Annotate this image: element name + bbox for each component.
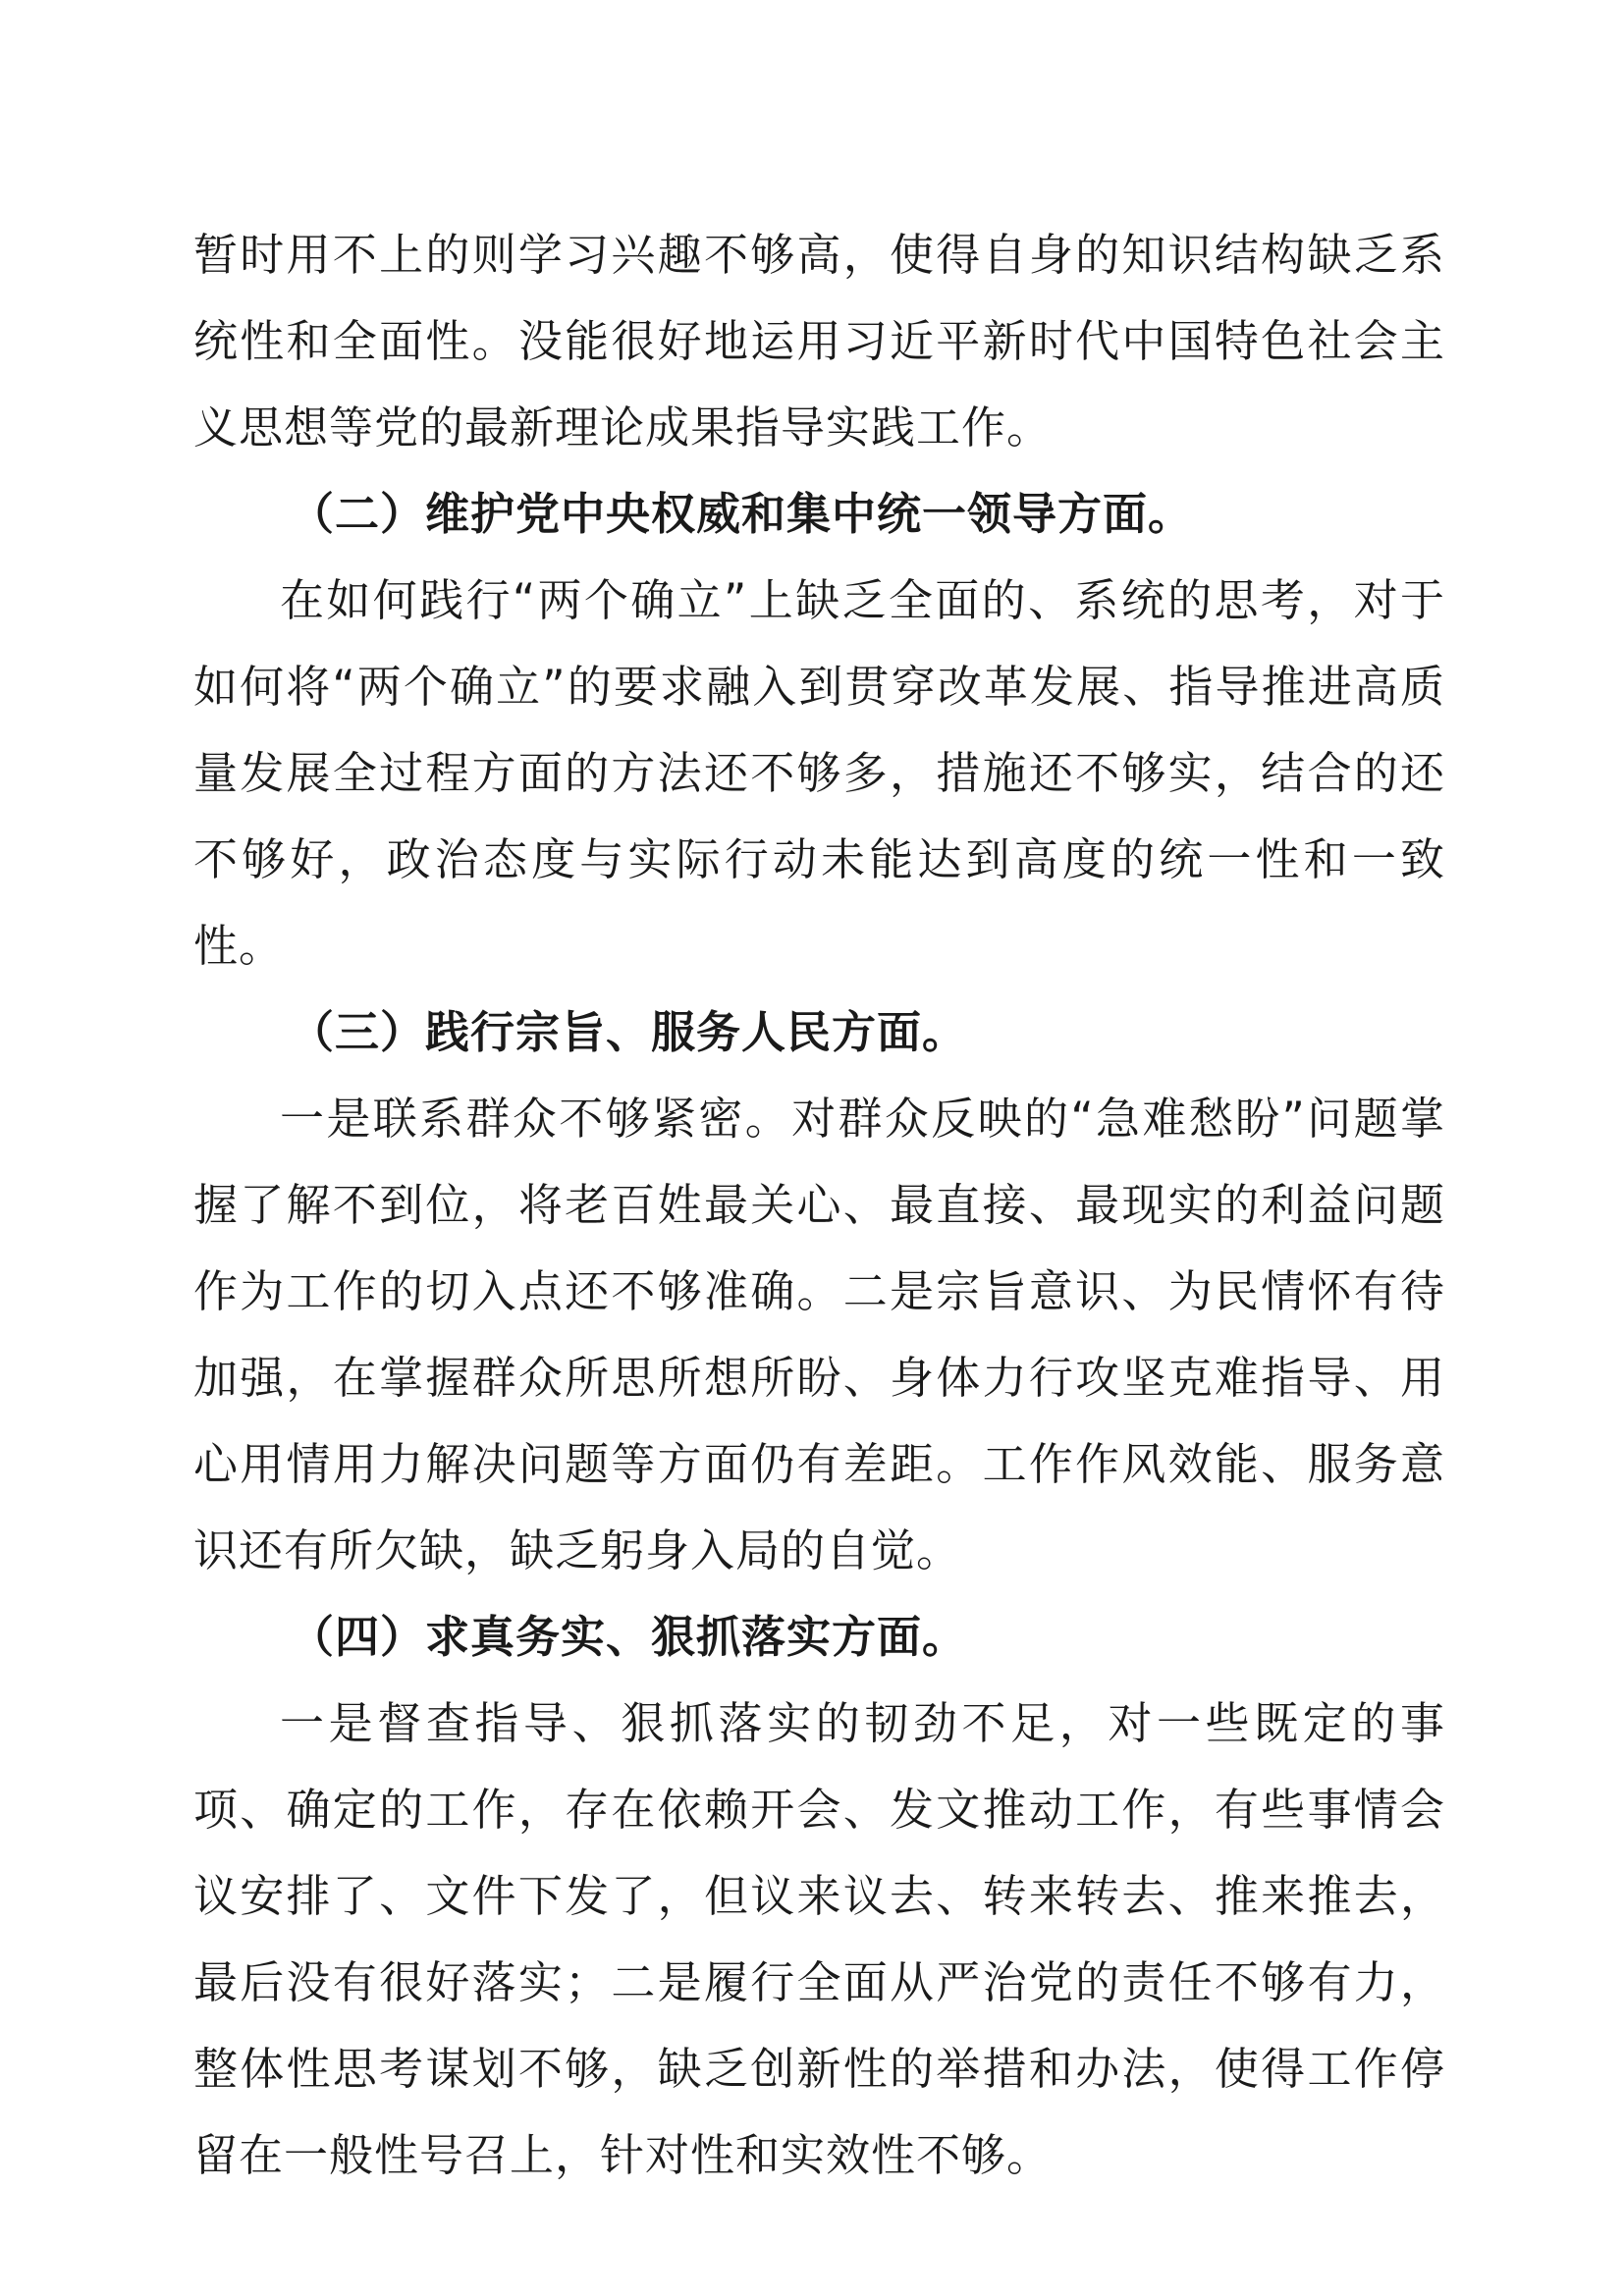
section-heading-3: （三）践行宗旨、服务人民方面。 — [290, 1006, 968, 1058]
paragraph-section-4: 一是督查指导、狠抓落实的韧劲不足，对一些既定的事项、确定的工作，存在依赖开会、发文推动工作，有些事情会议安排了、文件下发了，但议来议去、转来转去、推来推去，最后没有很好落实；二是履行全面从严治党的责任不够有力，整体性思考谋划不够，缺乏创新性的举措和办法，使得工作停留在一般性号召上，针对性和实效性不够。 — [193, 1697, 1445, 2181]
section-heading-4: （四）求真务实、狠抓落实方面。 — [290, 1611, 968, 1663]
paragraph-section-3: 一是联系群众不够紧密。对群众反映的“急难愁盼”问题掌握了解不到位，将老百姓最关心、最直接、最现实的利益问题作为工作的切入点还不够准确。二是宗旨意识、为民情怀有待加强，在掌握群众所思所想所盼、身体力行攻坚克难指导、用心用情用力解决问题等方面仍有差距。工作作风效能、服务意识还有所欠缺，缺乏躬身入局的自觉。 — [193, 1093, 1445, 1576]
paragraph-continued: 暂时用不上的则学习兴趣不够高，使得自身的知识结构缺乏系统性和全面性。没能很好地运用习近平新时代中国特色社会主义思想等党的最新理论成果指导实践工作。 — [193, 229, 1445, 454]
document-page — [193, 212, 1445, 2199]
paragraph-section-2: 在如何践行“两个确立”上缺乏全面的、系统的思考，对于如何将“两个确立”的要求融入到贯穿改革发展、指导推进高质量发展全过程方面的方法还不够多，措施还不够实，结合的还不够好，政治态度与实际行动未能达到高度的统一性和一致性。 — [193, 574, 1445, 972]
section-heading-2: （二）维护党中央权威和集中统一领导方面。 — [290, 488, 1194, 540]
